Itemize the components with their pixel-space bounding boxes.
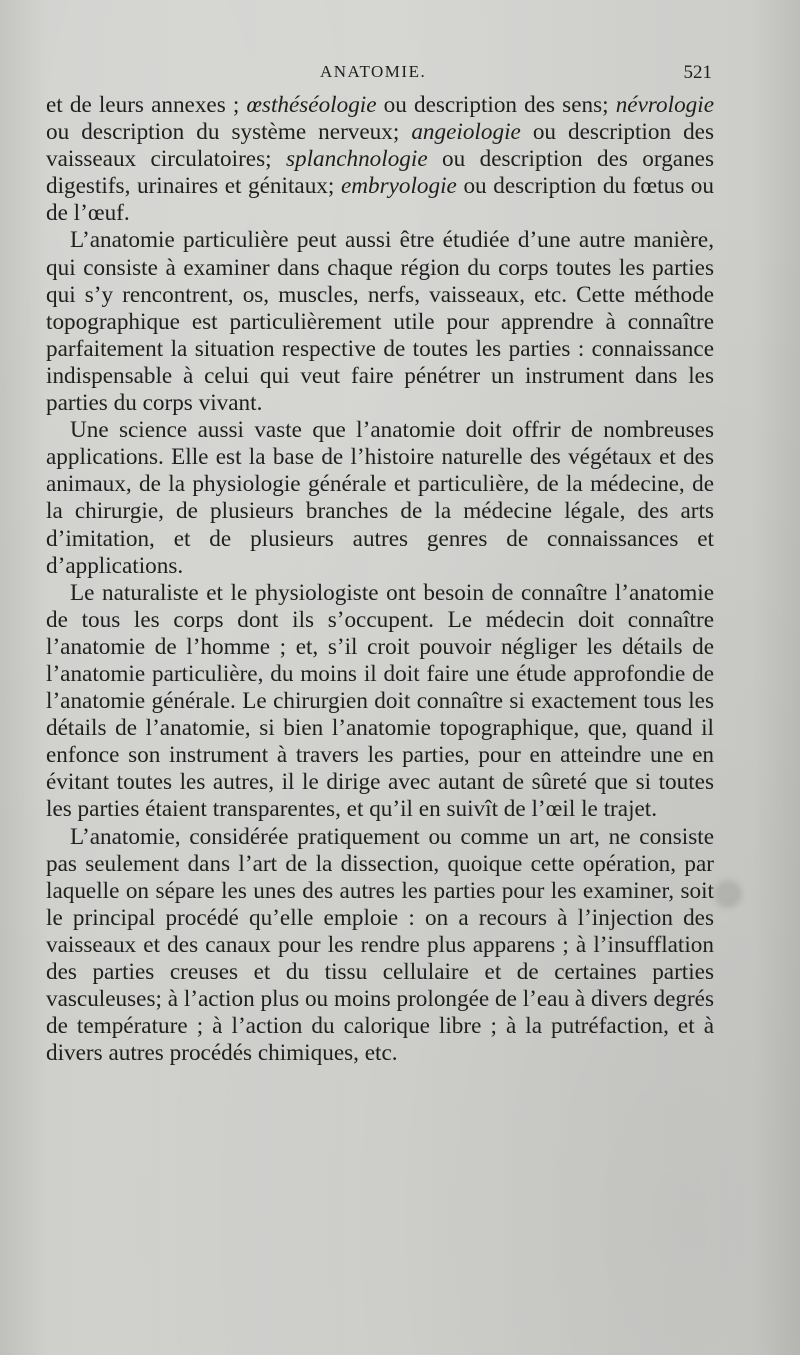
running-head: ANATOMIE. [320,62,427,81]
page-header [48,62,712,90]
paragraph-1-segment: ou description des organes digestifs, urinaires et génitaux; [46,146,714,200]
paragraph-4: Le naturaliste et le physiologiste ont besoin de connaître l’anatomie de tous les corps dont ils s’occupent. Le médecin doit connaître l’anatomie de l’homme ; et, s’il croit pouvoir négliger les détails de l’anatomie particulière, du moins il doit faire une étude approfondie de l’anatomie générale. Le chirurgien doit connaître si exactement tous les détails de l’anatomie, si bien l’anatomie topographique, que, quand il enfonce son instrument à travers les parties, pour en atteindre une en évitant toutes les autres, il le dirige avec autant de sûreté que si toutes les parties étaient transparentes, et qu’il en suivît de l’œil le trajet. [46,579,714,823]
paragraph-1-segment: ou description des vaisseaux circulatoires; [46,119,714,173]
paragraph-1-segment: ou description du système nerveux; [46,119,412,146]
paragraph-3: Une science aussi vaste que l’anatomie doit offrir de nombreuses applications. Elle est la base de l’histoire naturelle des végétaux et des animaux, de la physiologie générale et particulière, de la médecine, de la chirurgie, de plusieurs branches de la médecine légale, des arts d’imitation, et de plusieurs autres genres de connaissances et d’applications. [46,417,714,579]
paragraph-2: L’anatomie particulière peut aussi être étudiée d’une autre manière, qui consiste à examiner dans chaque région du corps toutes les parties qui s’y rencontrent, os, muscles, nerfs, vaisseaux, etc. Cette méthode topographique est particulièrement utile pour apprendre à connaître parfaitement la situation respective de toutes les parties : connaissance indispensable à celui qui veut faire pénétrer un instrument dans les parties du corps vivant. [46,227,714,417]
term-neurology: névrologie [615,92,714,118]
paragraph-5: L’anatomie, considérée pratiquement ou comme un art, ne consiste pas seulement dans l’art de la dissection, quoique cette opération, par laquelle on sépare les unes des autres les parties pour les examiner, soit le principal procédé qu’elle emploie : on a recours à l’injection des vaisseaux et des canaux pour les rendre plus apparens ; à l’insufflation des parties creuses et du tissu cellulaire et de certaines parties vasculeuses; à l’action plus ou moins prolongée de l’eau à divers degrés de température ; à l’action du calorique libre ; à la putréfaction, et à divers autres procédés chimiques, etc. [46,823,714,1067]
paragraph-1 [46,92,714,227]
paragraph-1-segment: ou description du fœtus ou de l’œuf. [46,173,714,227]
term-splanchnology: splanchnologie [285,146,428,173]
term-aesthesiology: œsthéséologie [246,92,377,118]
ink-smudge [714,880,742,908]
term-embryology: embryologie [340,173,457,200]
body-text [46,92,714,1067]
page-number: 521 [683,62,712,83]
term-angiology: angeiologie [411,119,521,146]
paragraph-1-segment: et de leurs annexes ; [46,92,247,118]
paragraph-1-segment: ou description des sens; [376,92,616,118]
